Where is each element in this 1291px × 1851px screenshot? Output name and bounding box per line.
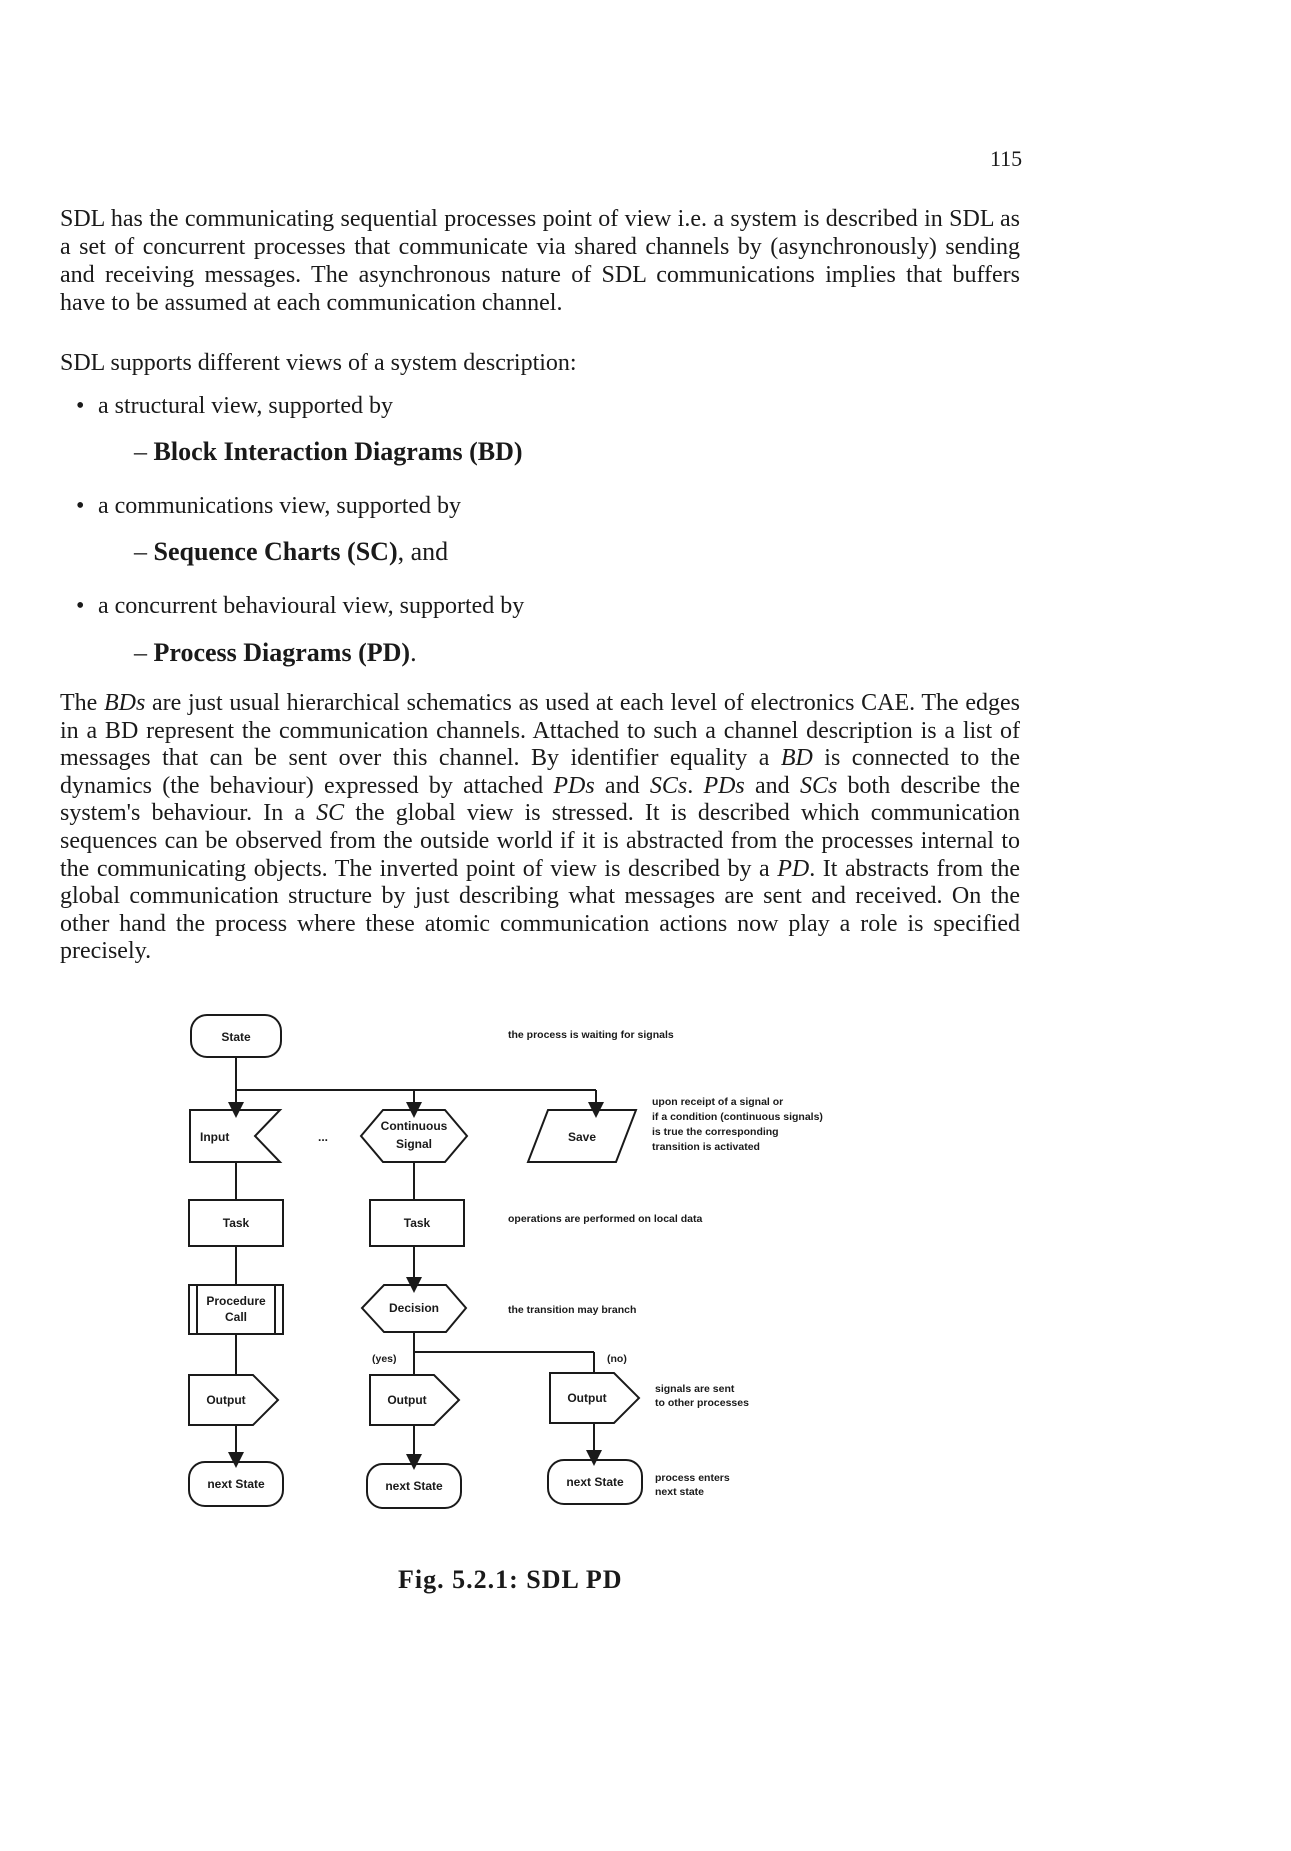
output-label: Output: [567, 1391, 607, 1405]
term-scs: SCs: [649, 772, 688, 799]
annotation-branch: the transition may branch: [508, 1304, 637, 1316]
term-sc: SC: [316, 800, 345, 827]
figure-caption: Fig. 5.2.1: SDL PD: [398, 1565, 623, 1594]
term-pds: PDs: [703, 772, 745, 799]
annotation-enters-line2: next state: [655, 1486, 705, 1498]
subitem-rest: .: [410, 638, 417, 667]
subitem-rest: , and: [397, 537, 449, 566]
text-run: .: [687, 772, 704, 799]
bullet-glyph: •: [76, 493, 85, 519]
text-run: is connected to the dynamics (the behaviour) expressed by attached: [60, 745, 1020, 799]
bullet-glyph: •: [76, 393, 85, 419]
subitem-bold: Process Diagrams (PD): [153, 638, 411, 667]
subitem-bold: Sequence Charts (SC): [153, 537, 398, 566]
text-run: and: [594, 772, 650, 799]
annotation-operations: operations are performed on local data: [508, 1213, 703, 1225]
text-run: The: [60, 690, 104, 716]
page-number: 115: [990, 146, 1023, 171]
term-bd: BD: [780, 745, 813, 772]
term-pds: PDs: [553, 772, 595, 799]
annotation-receipt-line4: transition is activated: [652, 1141, 760, 1153]
state-label: State: [221, 1030, 251, 1044]
annotation-signals-line2: to other processes: [655, 1397, 749, 1409]
no-label: (no): [607, 1353, 627, 1365]
text-run: are just usual hierarchical schematics as used at each level of electronics CAE. The edges in a BD represent the communication channels. Attached to such a channel description is a list of messages that can be sent over this channel. By identifier equality a: [60, 690, 1021, 772]
procedure-label-line2: Call: [224, 1310, 248, 1324]
term-pd: PD: [777, 855, 810, 882]
decision-label: Decision: [388, 1301, 440, 1315]
next-state-label: next State: [566, 1475, 624, 1489]
annotation-receipt-line2: if a condition (continuous signals): [652, 1111, 823, 1123]
next-state-label: next State: [207, 1477, 265, 1491]
input-label: Input: [200, 1130, 230, 1144]
paragraph-intro: SDL has the communicating sequential processes point of view i.e. a system is described in SDL as a set of concurrent processes that communicate via shared channels by (asynchronously) sending and receiving messages. The asynchronous nature of SDL communications implies that buffers have to be assumed at each communication channel.: [60, 206, 1020, 316]
save-label: Save: [567, 1130, 597, 1144]
dash-glyph: –: [134, 437, 147, 466]
annotation-signals: signals are sent: [655, 1383, 735, 1395]
continuous-signal-symbol: [361, 1110, 467, 1162]
term-scs: SCs: [799, 772, 838, 799]
annotation-receipt: upon receipt of a signal or: [652, 1096, 784, 1108]
next-state-label: next State: [385, 1479, 443, 1493]
continuous-label: Continuous: [380, 1119, 448, 1133]
text-run: . It abstracts from the global communication structure by just describing what messages are sent and received. On the other hand the process where these atomic communication actions now play a role is specified precisely.: [60, 855, 1020, 965]
task-label: Task: [222, 1216, 250, 1230]
output-label: Output: [206, 1393, 246, 1407]
dash-glyph: –: [134, 537, 147, 566]
ellipsis-label: ...: [318, 1130, 329, 1144]
term-bds: BDs: [104, 690, 146, 716]
output-label: Output: [387, 1393, 427, 1407]
task-label: Task: [403, 1216, 431, 1230]
procedure-label: Procedure: [206, 1294, 266, 1308]
paragraph-views-intro: SDL supports different views of a system description:: [60, 350, 577, 376]
text-run: and: [744, 772, 800, 799]
subitem-bold: Block Interaction Diagrams (BD): [153, 437, 523, 466]
text-run: both describe the system's behaviour. In a: [60, 772, 1020, 827]
yes-label: (yes): [372, 1353, 397, 1365]
dash-glyph: –: [134, 638, 147, 667]
list-item-text: a communications view, supported by: [98, 493, 462, 519]
text-run: the global view is stressed. It is described which communication sequences can be observed from the outside world if it is abstracted from the processes internal to the communicating objects. The inverted point of view is described by a: [60, 800, 1020, 882]
annotation-waiting: the process is waiting for signals: [508, 1029, 674, 1041]
annotation-receipt-line3: is true the corresponding: [652, 1126, 779, 1138]
annotation-enters: process enters: [655, 1472, 730, 1484]
list-item-text: a concurrent behavioural view, supported by: [98, 593, 525, 619]
list-item-text: a structural view, supported by: [98, 393, 394, 419]
bullet-glyph: •: [76, 593, 85, 619]
continuous-label-line2: Signal: [395, 1137, 433, 1151]
